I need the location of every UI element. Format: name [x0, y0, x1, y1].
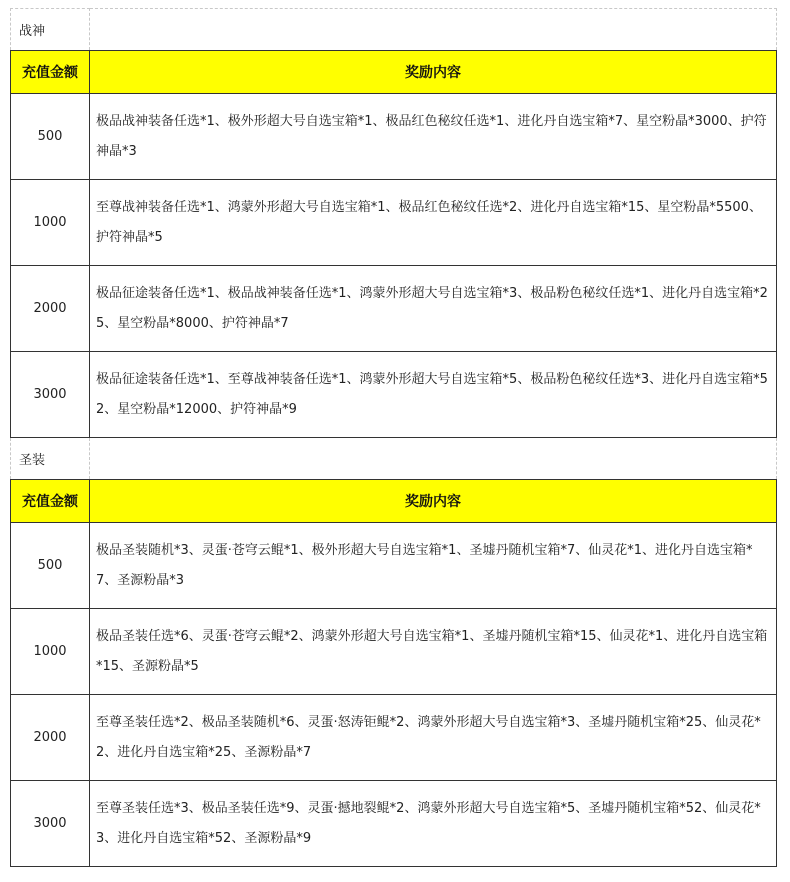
section-title: 圣装 [11, 438, 90, 480]
reward-content: 极品战神装备任选*1、极外形超大号自选宝箱*1、极品红色秘纹任选*1、进化丹自选宝箱*7、星空粉晶*3000、护符神晶*3 [90, 94, 777, 180]
recharge-amount: 3000 [11, 352, 90, 438]
table-row [11, 352, 777, 438]
column-header-content: 奖励内容 [90, 51, 777, 94]
table-header-row [11, 480, 777, 523]
table-row [11, 180, 777, 266]
table-row [11, 609, 777, 695]
recharge-amount: 500 [11, 523, 90, 609]
rewards-table [10, 8, 777, 867]
recharge-amount: 500 [11, 94, 90, 180]
reward-content: 至尊圣装任选*3、极品圣装任选*9、灵蛋·撼地裂鲲*2、鸿蒙外形超大号自选宝箱*5、圣墟丹随机宝箱*52、仙灵花*3、进化丹自选宝箱*52、圣源粉晶*9 [90, 781, 777, 867]
reward-content: 至尊战神装备任选*1、鸿蒙外形超大号自选宝箱*1、极品红色秘纹任选*2、进化丹自选宝箱*15、星空粉晶*5500、护符神晶*5 [90, 180, 777, 266]
recharge-amount: 3000 [11, 781, 90, 867]
recharge-amount: 1000 [11, 180, 90, 266]
table-header-row [11, 51, 777, 94]
section-title-empty-cell [90, 438, 777, 480]
column-header-amount: 充值金额 [11, 51, 90, 94]
reward-content: 极品征途装备任选*1、极品战神装备任选*1、鸿蒙外形超大号自选宝箱*3、极品粉色秘纹任选*1、进化丹自选宝箱*25、星空粉晶*8000、护符神晶*7 [90, 266, 777, 352]
recharge-amount: 2000 [11, 695, 90, 781]
column-header-content: 奖励内容 [90, 480, 777, 523]
section-title-row [11, 9, 777, 51]
section-title-row [11, 438, 777, 480]
table-row [11, 266, 777, 352]
recharge-amount: 1000 [11, 609, 90, 695]
reward-content: 极品征途装备任选*1、至尊战神装备任选*1、鸿蒙外形超大号自选宝箱*5、极品粉色秘纹任选*3、进化丹自选宝箱*52、星空粉晶*12000、护符神晶*9 [90, 352, 777, 438]
reward-content: 极品圣装任选*6、灵蛋·苍穹云鲲*2、鸿蒙外形超大号自选宝箱*1、圣墟丹随机宝箱*15、仙灵花*1、进化丹自选宝箱*15、圣源粉晶*5 [90, 609, 777, 695]
table-row [11, 695, 777, 781]
reward-content: 至尊圣装任选*2、极品圣装随机*6、灵蛋·怒涛钜鲲*2、鸿蒙外形超大号自选宝箱*3、圣墟丹随机宝箱*25、仙灵花*2、进化丹自选宝箱*25、圣源粉晶*7 [90, 695, 777, 781]
section-title-empty-cell [90, 9, 777, 51]
reward-content: 极品圣装随机*3、灵蛋·苍穹云鲲*1、极外形超大号自选宝箱*1、圣墟丹随机宝箱*7、仙灵花*1、进化丹自选宝箱*7、圣源粉晶*3 [90, 523, 777, 609]
section-title: 战神 [11, 9, 90, 51]
recharge-amount: 2000 [11, 266, 90, 352]
table-row [11, 523, 777, 609]
table-row [11, 781, 777, 867]
column-header-amount: 充值金额 [11, 480, 90, 523]
table-row [11, 94, 777, 180]
